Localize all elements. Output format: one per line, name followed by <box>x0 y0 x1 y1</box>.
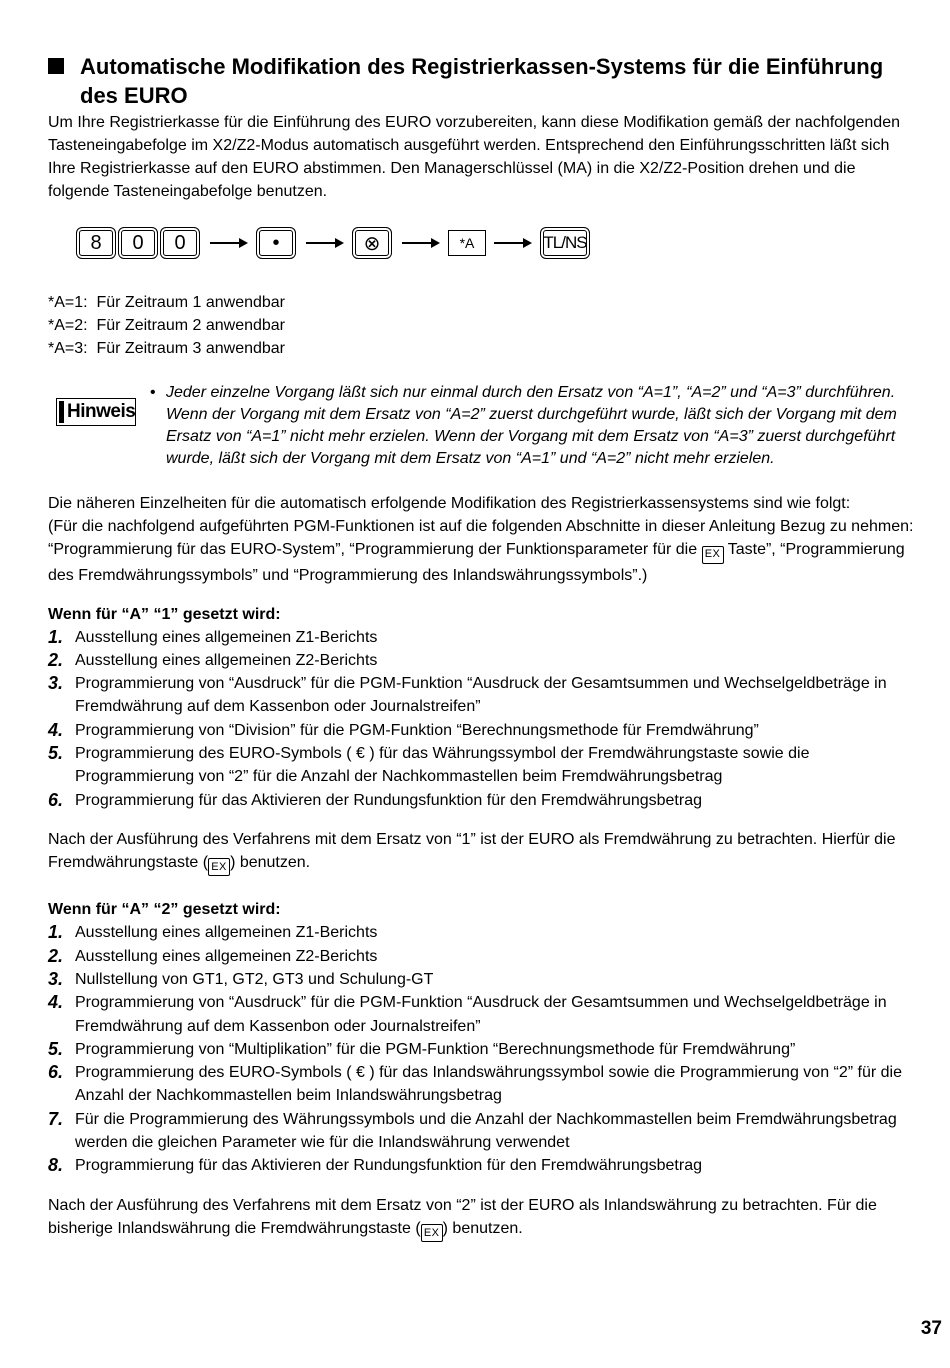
list-item: 3. Programmierung von “Ausdruck” für die PGM-Funktion “Ausdruck der Gesamtsummen und Wechselgeldbeträge in Fremdwährung auf dem Kassenbon oder Journalstreifen” <box>48 673 887 716</box>
ex-key-icon: EX <box>208 858 230 876</box>
square-bullet-icon <box>48 58 64 74</box>
section-a2-list <box>48 921 918 1177</box>
key-a-placeholder: *A <box>448 230 486 256</box>
list-item: 6. Programmierung für das Aktivieren der Rundungsfunktion für den Fremdwährungsbetrag <box>48 789 702 810</box>
key-dot: • <box>256 227 296 259</box>
section-a2-after: Nach der Ausführung des Verfahrens mit dem Ersatz von “2” ist der EURO als Inlandswährung zu betrachten. Für die bisherige Inlandswährung die Fremdwährungstaste ( EX ) benutzen. <box>48 1194 918 1243</box>
arrow-right-icon <box>210 238 248 248</box>
section-a1-after: Nach der Ausführung des Verfahrens mit dem Ersatz von “1” ist der EURO als Fremdwährung zu betrachten. Hierfür die Fremdwährungstaste ( EX ) benutzen. <box>48 828 918 877</box>
list-item: 7. Für die Programmierung des Währungssymbols und die Anzahl der Nachkommastellen beim Fremdwährungsbetrag werden die gleichen Parameter wie für die Inlandswährung verwendet <box>48 1108 897 1152</box>
list-item: 4. Programmierung von “Division” für die PGM-Funktion “Berechnungsmethode für Fremdwährung” <box>48 719 759 740</box>
list-item: 8. Programmierung für das Aktivieren der Rundungsfunktion für den Fremdwährungsbetrag <box>48 1155 702 1176</box>
key-8: 8 <box>76 227 116 259</box>
list-item: 6. Programmierung des EURO-Symbols ( € ) für das Inlandswährungssymbol sowie die Programmierung von “2” für die Anzahl der Nachkommastellen beim Inlandswährungsbetrag <box>48 1062 902 1105</box>
details-block <box>48 492 918 587</box>
a-option: *A=3: Für Zeitraum 3 anwendbar <box>48 340 286 357</box>
arrow-right-icon <box>306 238 344 248</box>
key-multiply: ⊗ <box>352 227 392 259</box>
hinweis-badge: Hinweis <box>56 398 136 426</box>
ex-key-icon: EX <box>421 1224 443 1242</box>
list-item: 3. Nullstellung von GT1, GT2, GT3 und Schulung-GT <box>48 968 434 989</box>
list-item: 1. Ausstellung eines allgemeinen Z1-Berichts <box>48 626 378 647</box>
intro-paragraph: Um Ihre Registrierkasse für die Einführung des EURO vorzubereiten, kann diese Modifikation gemäß der nachfolgenden Tasteneingabefolge im X2/Z2-Modus automatisch ausgeführt werden. Entsprechend den Einführungsschritten läßt sich Ihre Registrierkasse auf den EURO abstimmen. Den Managerschlüssel (MA) in die X2/Z2-Position drehen und die folgende Tasteneingabefolge benutzen. <box>48 114 900 200</box>
list-item: 1. Ausstellung eines allgemeinen Z1-Berichts <box>48 922 378 943</box>
list-item: 2. Ausstellung eines allgemeinen Z2-Berichts <box>48 945 378 966</box>
page-content <box>48 52 918 1242</box>
section-a1 <box>48 603 918 877</box>
key-tlns: TL/NS <box>540 227 590 259</box>
key-0-first: 0 <box>118 227 158 259</box>
hinweis-note <box>48 382 918 470</box>
list-item: 2. Ausstellung eines allgemeinen Z2-Berichts <box>48 649 378 670</box>
hinweis-text: • Jeder einzelne Vorgang läßt sich nur einmal durch den Ersatz von “A=1”, “A=2” und “A=3” durchführen. Wenn der Vorgang mit dem Ersatz von “A=2” zuerst durchgeführt wurde, läßt sich der Vorgang mit dem Ersatz von “A=1” nicht mehr erzielen. Wenn der Vorgang mit dem Ersatz von “A=3” zuerst durchgeführt wurde, läßt sich der Vorgang mit dem Ersatz von “A=1” und “A=2” nicht mehr erzielen. <box>150 384 897 467</box>
list-item: 5. Programmierung von “Multiplikation” für die PGM-Funktion “Berechnungsmethode für Fremdwährung” <box>48 1038 796 1059</box>
ex-key-icon: EX <box>702 546 724 564</box>
key-sequence <box>76 223 918 263</box>
details-line-2: (Für die nachfolgend aufgeführten PGM-Funktionen ist auf die folgenden Abschnitte in dieser Anleitung Bezug zu nehmen: “Programmierung für das EURO-System”, “Programmierung der Funktionsparameter für die EX Taste”, “Programmierung des Fremdwährungssymbols” und “Programmierung des Inlandswährungssymbols”.) <box>48 518 914 584</box>
arrow-right-icon <box>402 238 440 248</box>
section-a1-title: Wenn für “A” “1” gesetzt wird: <box>48 605 281 623</box>
a-option: *A=1: Für Zeitraum 1 anwendbar <box>48 294 286 311</box>
bullet: • <box>150 384 156 401</box>
a-option: *A=2: Für Zeitraum 2 anwendbar <box>48 317 286 334</box>
a-options-list <box>48 291 918 360</box>
arrow-right-icon <box>494 238 532 248</box>
page-number: 37 <box>920 1318 942 1339</box>
list-item: 5. Programmierung des EURO-Symbols ( € ) für das Währungssymbol der Fremdwährungstaste sowie die Programmierung von “2” für die Anzahl der Nachkommastellen beim Fremdwährungsbetrag <box>48 742 810 786</box>
details-line-1: Die näheren Einzelheiten für die automatisch erfolgende Modifikation des Registrierkassensystems sind wie folgt: <box>48 495 851 512</box>
page-heading: Automatische Modifikation des Registrierkassen-Systems für die Einführung des EURO <box>48 52 918 110</box>
section-a2 <box>48 898 918 1242</box>
section-a2-title: Wenn für “A” “2” gesetzt wird: <box>48 901 281 919</box>
list-item: 4. Programmierung von “Ausdruck” für die PGM-Funktion “Ausdruck der Gesamtsummen und Wechselgeldbeträge in Fremdwährung auf dem Kassenbon oder Journalstreifen” <box>48 992 887 1035</box>
key-0-second: 0 <box>160 227 200 259</box>
section-a1-list <box>48 626 918 812</box>
